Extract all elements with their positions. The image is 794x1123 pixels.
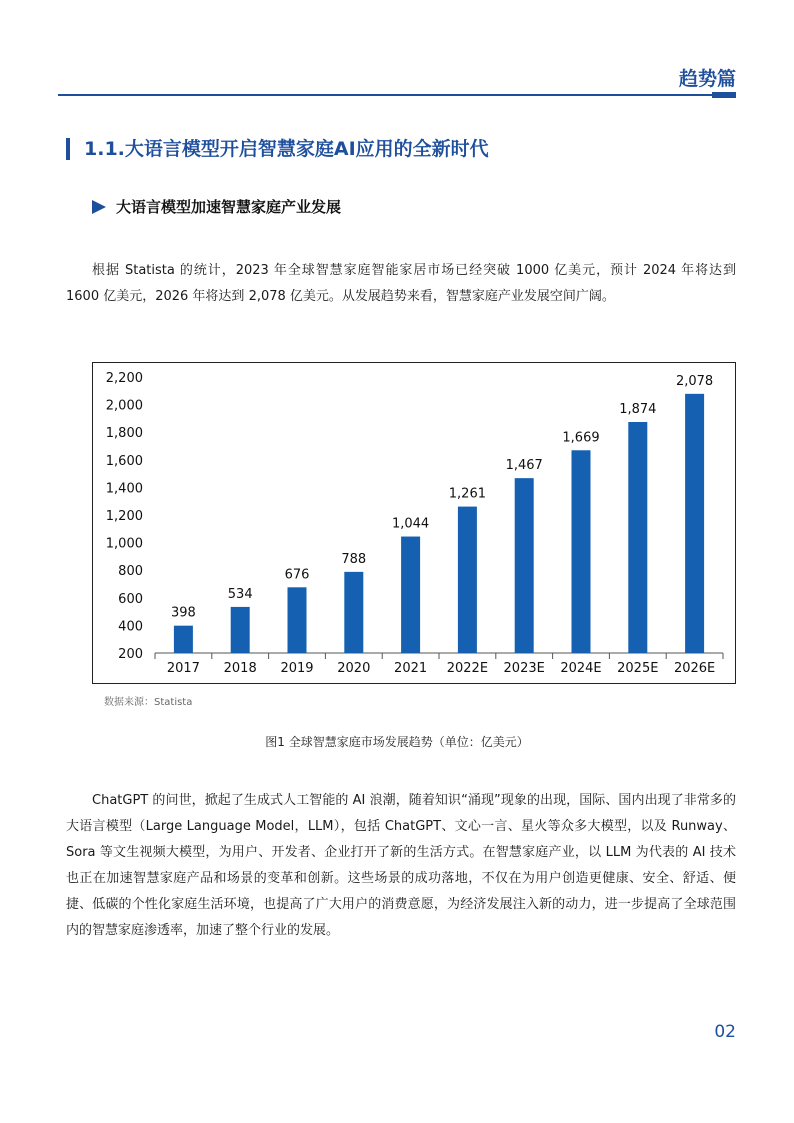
chart-source: 数据来源：Statista (104, 697, 193, 708)
section-title: 1.1.大语言模型开启智慧家庭AI应用的全新时代 (66, 138, 489, 160)
bar-value-label: 1,874 (619, 401, 657, 417)
page-number: 02 (714, 1022, 736, 1042)
y-tick-label: 2,000 (105, 398, 143, 414)
subsection-title: 大语言模型加速智慧家庭产业发展 (116, 198, 342, 216)
bar-value-label: 1,044 (391, 516, 430, 532)
x-tick-label: 2018 (223, 661, 257, 676)
bar-value-label: 534 (227, 586, 253, 602)
chart-svg (93, 363, 735, 683)
bar-value-label: 788 (341, 551, 367, 567)
figure-caption: 图1 全球智慧家庭市场发展趋势（单位：亿美元） (265, 735, 529, 749)
x-tick-label: 2019 (280, 661, 314, 676)
bar-value-label: 1,669 (562, 430, 600, 446)
y-tick-label: 1,800 (105, 426, 143, 442)
paragraph-llm: ChatGPT 的问世，掀起了生成式人工智能的 AI 浪潮，随着知识“涌现”现象的出现，国际、国内出现了非常多的大语言模型（Large Language Model，LLM），包括 ChatGPT、文心一言、星火等众多大模型，以及 Runway、Sora 等文生视频大模型，为用户、开发者、企业打开了新的生活方式。在智慧家庭产业，以 LLM 为代表的 AI 技术也正在加速智慧家庭产品和场景的变革和创新。这些场景的成功落地，不仅在为用户创造更健康、安全、舒适、便捷、低碳的个性化家庭生活环境，也提高了广大用户的消费意愿，为经济发展注入新的动力，进一步提高了全球范围内的智慧家庭渗透率，加速了整个行业的发展。 (66, 793, 736, 938)
bar (401, 537, 420, 653)
bar (628, 422, 647, 653)
y-tick-label: 1,200 (105, 509, 143, 524)
header-tag: 趋势篇 (678, 68, 736, 90)
arrow-bullet-icon (92, 200, 106, 214)
header-rule-accent (712, 92, 736, 98)
y-tick-label: 1,000 (105, 536, 143, 552)
bar (515, 478, 534, 653)
bar-value-label: 398 (170, 605, 196, 621)
bar (231, 607, 250, 653)
x-tick-label: 2017 (166, 661, 200, 676)
x-tick-label: 2022E (446, 661, 489, 676)
bar-value-label: 676 (284, 567, 310, 583)
bar-value-label: 2,078 (675, 373, 714, 389)
bar (344, 572, 363, 653)
bar (458, 507, 477, 653)
header-rule (58, 94, 736, 96)
bar (572, 450, 591, 653)
y-tick-label: 200 (118, 647, 143, 662)
y-tick-label: 400 (118, 619, 143, 635)
bar-value-label: 1,261 (448, 486, 487, 502)
x-tick-label: 2021 (394, 661, 428, 676)
bar (685, 394, 704, 653)
y-tick-label: 1,400 (105, 481, 143, 497)
market-bar-chart (92, 362, 736, 684)
bar (174, 626, 193, 653)
y-tick-label: 600 (118, 591, 143, 607)
y-tick-label: 2,200 (105, 371, 143, 386)
y-tick-label: 1,600 (105, 453, 143, 469)
x-tick-label: 2020 (337, 661, 371, 676)
x-tick-label: 2026E (673, 661, 716, 676)
x-tick-label: 2025E (617, 661, 659, 676)
bar-value-label: 1,467 (505, 458, 543, 474)
bar (288, 587, 307, 653)
subsection-heading (92, 196, 341, 217)
paragraph-intro: 根据 Statista 的统计，2023 年全球智慧家庭智能家居市场已经突破 1000 亿美元，预计 2024 年将达到 1600 亿美元，2026 年将达到 2,078 亿美元。从发展趋势来看，智慧家庭产业发展空间广阔。 (66, 263, 736, 304)
x-tick-label: 2023E (503, 661, 545, 676)
y-tick-label: 800 (118, 564, 143, 580)
x-tick-label: 2024E (560, 661, 602, 676)
